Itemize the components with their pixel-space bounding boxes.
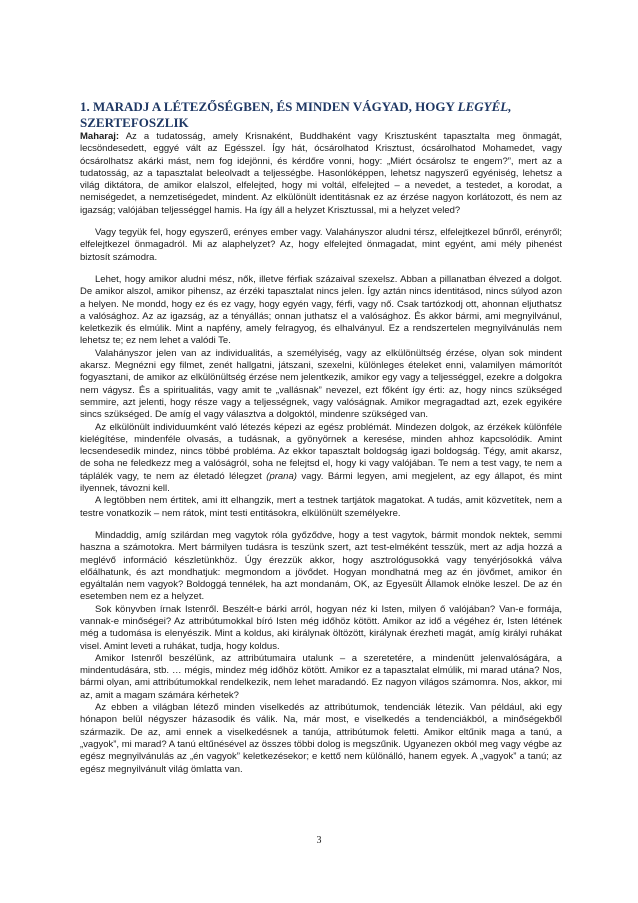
paragraph-1-text: Az a tudatosság, amely Krisnaként, Buddhaként vagy Krisztusként tapasztalta meg önmagát, lecsöndesedett, eggyé vált az Egésszel. Így hát, ócsárolhatod Krisztust, ócsárolhatod Mohamedet, vagy ócsárolhatsz akárki mást, nem fog idejönni, és kérdőre vonni, hogy: „Miért ócsárolsz te engem?”, mert az a tudatosság, az a tapasztalat beleolvadt a teljességbe. Hasonlóképpen, lehetsz nagyszerű egyéniség, lehetsz a világ diktátora, de amikor elalszol, elfelejted, hogy mi voltál, elfelejted – a nevedet, a testedet, a korodat, a nemiségedet, a nemzetiségedet, mindent. Az elkülönült identitásnak ez az érzése nagyon korlátozott, és nem az igazság; valójában teljességgel hamis. Ha így áll a helyzet Krisztussal, mi a helyzet veled? — [80, 131, 562, 216]
heading-line2: SZERTEFOSZLIK — [80, 115, 189, 130]
paragraph-1 — [80, 131, 562, 217]
prana-term: (prana) — [266, 470, 297, 482]
heading-main: 1. MARADJ A LÉTEZŐSÉGBEN, ÉS MINDEN VÁGYAD, HOGY — [80, 99, 458, 114]
page-number: 3 — [316, 835, 322, 846]
paragraph-4: Valahányszor jelen van az individualitás, a személyiség, vagy az elkülönültség érzése, olyan sok mindent akarsz. Megnézni egy filmet, zenét hallgatni, játszani, szexelni, különleges ételeket enni, valamilyen mámorítót fogyasztani, de amikor az elkülönültség érzése nem jelentkezik, amikor egy vagy a teljességgel, ezekre a dolgokra nem vágysz. És a spiritualitás, vagy amit te „vallásnak” nevezel, ezt főként így érti: az, hogy nincs szükséged semmire, azt jelenti, hogy része vagy a teljességnek, vagy valóságnak. Amikor megragadtad azt, ezek egyikére sincs szükséged. De amíg el vagy választva a dolgoktól, mindenre szükséged van. — [80, 347, 562, 421]
paragraph-5-text-b: vagy. Bármi legyen, ami megjelent, az egy állapot, és mint ilyennek, távozni kell. — [80, 470, 562, 495]
paragraph-7: Mindaddig, amíg szilárdan meg vagytok róla győződve, hogy a test vagytok, bármit mondok nektek, semmi haszna a számotokra. Mert bármilyen tudásra is teszünk szert, azt test-elméként tesszük, mert az adja hozzá a meglévő információ készletünkhöz. Úgy érezzük akkor, hogy asztrológusokká vagy tenyérjósokká válva előálhatunk, és azt mondhatjuk: megmondom a jövődet. Hogyan mondhatná meg az én jövőmet, amikor én egyáltalán nem vagyok? Boldoggá tennélek, ha azt mondanám, OK, az Egyesült Államok elnöke leszel. De az én esetemben nem ez a helyzet. — [80, 529, 562, 603]
chapter-heading — [80, 99, 562, 131]
paragraph-3: Lehet, hogy amikor aludni mész, nők, illetve férfiak százaival szexelsz. Abban a pillanatban élvezed a dolgot. De amikor alszol, amikor pihensz, az érzéki tapasztalat nincs jelen. Így aztán nincs identitásod, nincs súlyod azon a helyen. Ne mondd, hogy ez és ez vagy, hogy egyén vagy, férfi, vagy nő. Csak tartózkodj ott, ahonnan eljuthatsz a valósághoz. Az az igazság, az a tényállás; onnan juthatsz el a valósághoz. És akkor bármi, ami megnyilvánul, keletkezik és elmúlik. Mint a napfény, amely felragyog, és elhalványul. Ez a rendszertelen megnyilvánulás nem lehetsz te; ez nem lehet a valódi Te. — [80, 273, 562, 347]
paragraph-9: Amikor Istenről beszélünk, az attribútumaira utalunk – a szeretetére, a mindenütt jelenvalóságára, a mindentudására, stb. … mégis, mindez még időhöz kötött. Amikor ez a tapasztalat elmúlik, mi marad utána? Nos, bármi olyan, ami attribútumokkal rendelkezik, nem lehet maradandó. Ez nagyon világos számomra. Nos, akkor, mi az, amit a magam számára kérhetek? — [80, 652, 562, 701]
paragraph-10: Az ebben a világban létező minden viselkedés az attribútumok, tendenciák létezik. Van például, aki egy hónapon belül négyszer házasodik és válik. Na, már most, e viselkedés a tendenciákból, a minőségekből származik. De az, ami ennek a viselkedésnek a tanúja, attribútumok feletti. Amikor eltűnik maga a tanú, a „vagyok”, mi marad? A tanú eltűnésével az összes többi dolog is megszűnik. Ugyanezen okból meg vagy végbe az egész megnyilvánulás az „én vagyok” keletkezésekor; e kettő nem különálló, hanem egyek. A „vagyok” a tanú; az egész megnyilvánult világ ömlatta van. — [80, 702, 562, 775]
page-content — [80, 99, 562, 776]
paragraph-8: Sok könyvben írnak Istenről. Beszélt-e bárki arról, hogyan néz ki Isten, milyen ő valójában? Van-e formája, vannak-e minőségei? Az attribútumokkal bíró Isten még időhöz kötött. Amikor az idő a végéhez ér, Isten létének még a tudomása is elenyészik. Mint a koldus, aki királynak öltözött, királynak érezheti magát, amíg királyi ruhákat visel. Amint leveti a ruhákat, tudja, hogy koldus. — [80, 603, 562, 652]
heading-italic: LEGYÉL, — [457, 99, 512, 114]
paragraph-2: Vagy tegyük fel, hogy egyszerű, erényes ember vagy. Valahányszor aludni térsz, elfelejtkezel bűnről, erényről; elfelejtkezel önmagadról. Mi az alaphelyzet? Az, hogy elfelejted önmagadat, mint egyént, ami mély pihenést biztosít számodra. — [80, 227, 562, 263]
paragraph-5-text-a: Az elkülönült individuumként való létezés képezi az egész problémát. Mindezen dolgok, az érzékek különféle kielégítése, mindenféle olvasás, a tudásnak, a gyönyörnek a keresése, minden ahhoz kapcsolódik. Amint lecsendesedik mindez, nincs többé probléma. Az ekkor tapasztalt boldogság igazi boldogság. Tégy, amit akarsz, de soha ne feledkezz meg a valóságról, soha ne felejtsd el, hogy ki vagy valójában. Te nem a test vagy, te nem a táplálék vagy, te nem az életadó lélegzet — [80, 421, 562, 482]
speaker-label: Maharaj: — [80, 131, 120, 142]
paragraph-6: A legtöbben nem értitek, ami itt elhangzik, mert a testnek tartjátok magatokat. A tudás, amit közvetítek, nem a testre vonatkozik – nem rátok, mint testi entitásokra, elkülönült személyekre. — [80, 495, 562, 519]
paragraph-5 — [80, 422, 562, 496]
